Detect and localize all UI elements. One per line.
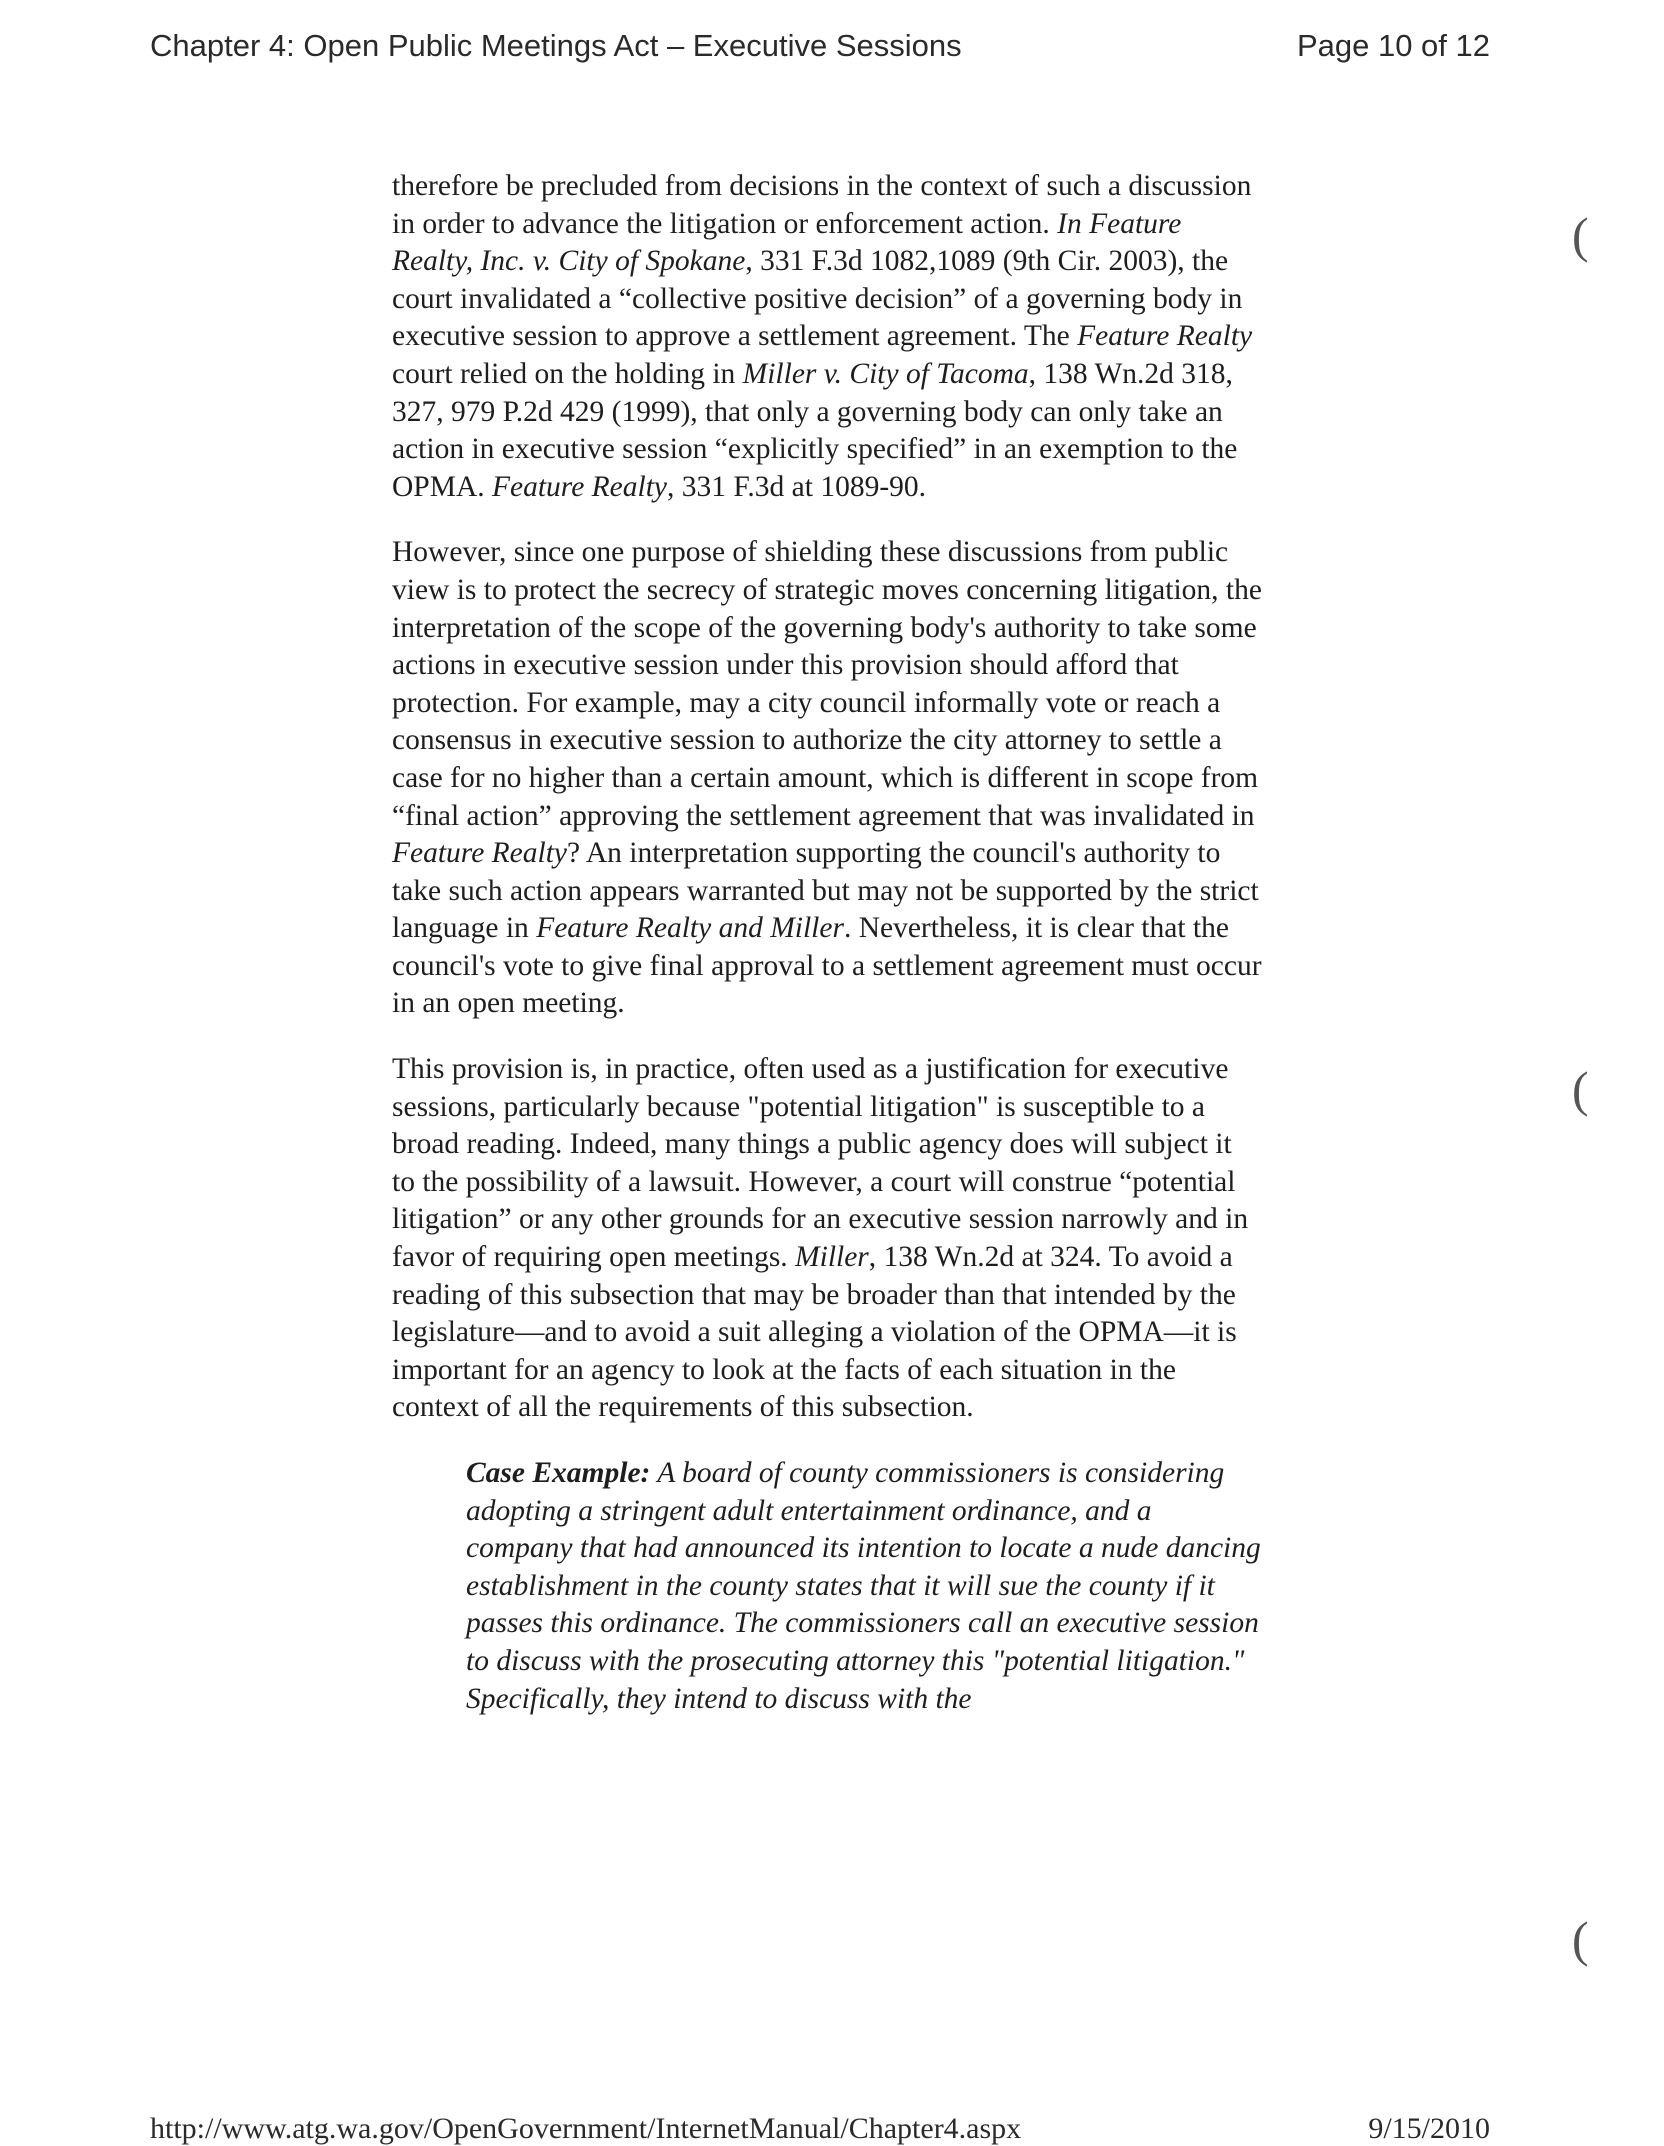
margin-bracket-mark: ( <box>1572 1061 1589 1117</box>
source-url: http://www.atg.wa.gov/OpenGovernment/InternetManual/Chapter4.aspx <box>150 2112 1022 2145</box>
paragraph-3 <box>392 1051 1262 1427</box>
case-example <box>466 1455 1262 1718</box>
paragraph-2 <box>392 534 1262 1023</box>
citation-text: Feature Realty <box>392 837 568 870</box>
paragraph-1 <box>392 168 1262 506</box>
margin-bracket-mark: ( <box>1572 207 1589 263</box>
paragraph-text: , 331 F.3d 1082,1089 (9th Cir. 2003), the court invalidated a “collective positive decision” of a governing body in executive session to approve a settlement agreement. The <box>392 245 1243 353</box>
paragraph-text: , 331 F.3d at 1089-90. <box>667 470 927 503</box>
citation-text: In Feature Realty, Inc. v. City of Spokane <box>392 207 1182 278</box>
page-number: Page 10 of 12 <box>1296 28 1490 63</box>
print-date: 9/15/2010 <box>1368 2112 1490 2145</box>
case-example-text: A board of county commissioners is considering adopting a stringent adult entertainment ordinance, and a company that had announced its intention to locate a nude dancing establishment in the county states that it will sue the county if it passes this ordinance. The commissioners call an executive session to discuss with the prosecuting attorney this "potential litigation." Specifically, they intend to discuss with the <box>466 1457 1261 1715</box>
paragraph-text: However, since one purpose of shielding these discussions from public view is to protect the secrecy of strategic moves concerning litigation, the interpretation of the scope of the governing body's authority to take some actions in executive session under this provision should afford that protection. For example, may a city council informally vote or reach a consensus in executive session to authorize the city attorney to settle a case for no higher than a certain amount, which is different in scope from “final action” approving the settlement agreement that was invalidated in <box>392 536 1262 832</box>
margin-bracket-mark: ( <box>1572 1911 1589 1967</box>
paragraph-text: court relied on the holding in <box>392 357 743 390</box>
paragraph-text: , 138 Wn.2d 318, 327, 979 P.2d 429 (1999), that only a governing body can only take an action in executive session “explicitly specified” in an exemption to the OPMA. <box>392 357 1238 503</box>
citation-text: Feature Realty and Miller <box>536 912 844 945</box>
citation-text: Miller v. City of Tacoma <box>742 357 1029 390</box>
paragraph-text: , 138 Wn.2d at 324. To avoid a reading of this subsection that may be broader than that intended by the legislature—and to avoid a suit alleging a violation of the OPMA—it is important for an agency to look at the facts of each situation in the context of all the requirements of this subsection. <box>392 1241 1237 1424</box>
page-header-title: Chapter 4: Open Public Meetings Act – Executive Sessions <box>150 28 962 63</box>
document-body <box>392 168 1262 1718</box>
citation-text: Miller <box>795 1241 869 1274</box>
citation-text: Feature Realty <box>1077 320 1253 353</box>
paragraph-text: ? An interpretation supporting the council's authority to take such action appears warranted but may not be supported by the strict language in <box>392 837 1259 945</box>
paragraph-text: . Nevertheless, it is clear that the council's vote to give final approval to a settlement agreement must occur in an open meeting. <box>392 912 1262 1020</box>
case-example-label: Case Example: <box>466 1457 651 1489</box>
paragraph-text: therefore be precluded from decisions in the context of such a discussion in order to advance the litigation or enforcement action. <box>392 170 1252 240</box>
citation-text: Feature Realty <box>492 470 668 503</box>
paragraph-text: This provision is, in practice, often used as a justification for executive sessions, particularly because "potential litigation" is susceptible to a broad reading. Indeed, many things a public agency does will subject it to the possibility of a lawsuit. However, a court will construe “potential litigation” or any other grounds for an executive session narrowly and in favor of requiring open meetings. <box>392 1053 1249 1274</box>
